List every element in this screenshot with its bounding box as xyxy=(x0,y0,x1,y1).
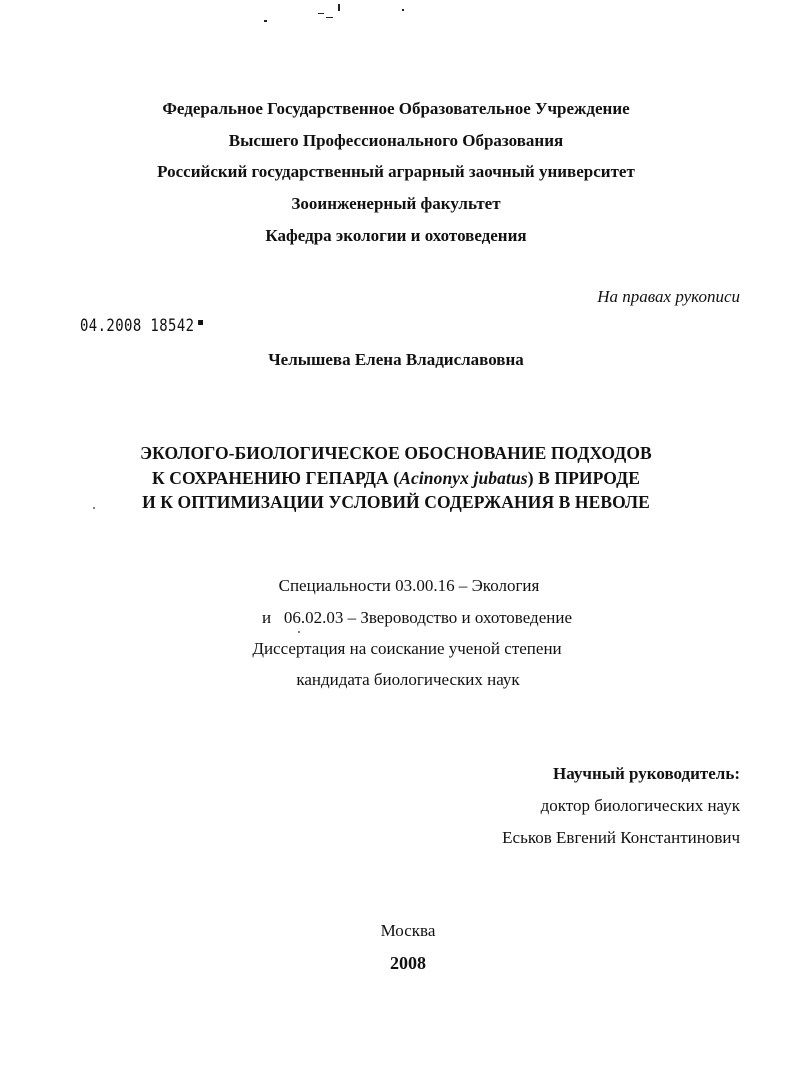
year: 2008 xyxy=(390,953,426,973)
title-line-2-after: ) В ПРИРОДЕ xyxy=(527,468,641,488)
archive-code-text: 04.2008 18542 xyxy=(80,316,195,336)
specialty-line-3: Диссертация на соискание ученой степени xyxy=(252,639,562,658)
title-latin-name: Acinonyx jubatus xyxy=(399,468,528,488)
author-name: Челышева Елена Владиславовна xyxy=(268,350,524,369)
institution-line-2: Высшего Профессионального Образования xyxy=(228,131,564,150)
institution-line-3: Российский государственный аграрный заочный университет xyxy=(157,162,635,181)
scan-mark xyxy=(338,4,340,11)
institution-line-5: Кафедра экологии и охотоведения xyxy=(265,226,527,245)
scan-mark xyxy=(264,20,267,22)
specialty-line-1: Специальности 03.00.16 – Экология xyxy=(278,576,540,595)
archive-code xyxy=(80,316,203,336)
institution-line-4: Зооинженерный факультет xyxy=(291,194,501,213)
supervisor-degree: доктор биологических наук xyxy=(540,796,740,815)
scan-mark xyxy=(318,13,324,14)
manuscript-note: На правах рукописи xyxy=(597,287,740,306)
institution-line-1: Федеральное Государственное Образовательное Учреждение xyxy=(162,99,630,118)
city: Москва xyxy=(380,921,436,940)
specialty-line-4: кандидата биологических наук xyxy=(296,670,520,689)
title-line-1: ЭКОЛОГО-БИОЛОГИЧЕСКОЕ ОБОСНОВАНИЕ ПОДХОДОВ xyxy=(140,443,652,463)
supervisor-name: Еськов Евгений Константинович xyxy=(502,828,740,847)
title-line-2-before: К СОХРАНЕНИЮ ГЕПАРДА ( xyxy=(151,468,400,488)
scan-mark xyxy=(402,9,404,11)
archive-code-mark-icon xyxy=(198,320,203,325)
title-line-2 xyxy=(0,468,792,489)
supervisor-heading: Научный руководитель: xyxy=(553,764,740,783)
scan-mark xyxy=(326,17,333,18)
title-line-3: И К ОПТИМИЗАЦИИ УСЛОВИЙ СОДЕРЖАНИЯ В НЕВОЛЕ xyxy=(142,492,650,512)
specialty-line-2: и 06.02.03 – Звероводство и охотоведение xyxy=(262,608,572,627)
